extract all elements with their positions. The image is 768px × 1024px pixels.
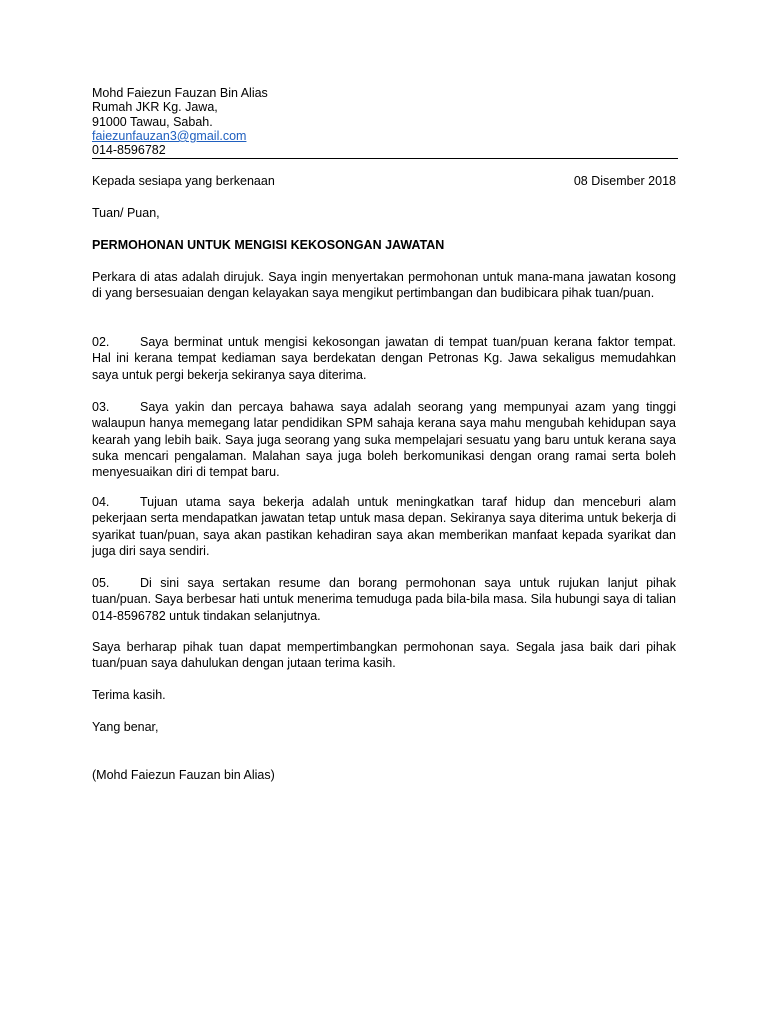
signature-name: (Mohd Faiezun Fauzan bin Alias)	[92, 768, 275, 782]
paragraph-number: 02.	[92, 335, 110, 349]
letter-page	[92, 0, 676, 1024]
paragraph-04	[92, 494, 676, 559]
sender-address-line-1: Rumah JKR Kg. Jawa,	[92, 100, 218, 115]
closing-paragraph: Saya berharap pihak tuan dapat mempertimbangkan permohonan saya. Segala jasa baik dari pihak tuan/puan saya dahulukan dengan jutaan terima kasih.	[92, 640, 676, 671]
paragraph-02	[92, 334, 676, 383]
letter-subject: PERMOHONAN UNTUK MENGISI KEKOSONGAN JAWATAN	[92, 238, 445, 252]
paragraph-number: 05.	[92, 576, 110, 590]
paragraph-number: 03.	[92, 400, 110, 414]
paragraph-text: Di sini saya sertakan resume dan borang permohonan saya untuk rujukan lanjut pihak tuan/puan. Saya berbesar hati untuk menerima temuduga pada bila-bila masa. Sila hubungi saya di talian 014-8596782 untuk tindakan selanjutnya.	[92, 576, 676, 623]
sender-name: Mohd Faiezun Fauzan Bin Alias	[92, 86, 268, 100]
salutation: Tuan/ Puan,	[92, 206, 160, 220]
sender-phone: 014-8596782	[92, 143, 166, 158]
paragraph-text: Tujuan utama saya bekerja adalah untuk meningkatkan taraf hidup dan menceburi alam pekerjaan serta mendapatkan jawatan tetap untuk masa depan. Sekiranya saya diterima untuk bekerja di syarikat tuan/puan, saya akan pastikan kehadiran saya akan memberikan manfaat kepada syarikat dan juga diri saya sendiri.	[92, 495, 676, 558]
paragraph-number: 04.	[92, 495, 110, 509]
thanks-line: Terima kasih.	[92, 688, 166, 702]
intro-paragraph: Perkara di atas adalah dirujuk. Saya ingin menyertakan permohonan untuk mana-mana jawatan kosong di yang bersesuaian dengan kelayakan saya mengikut pertimbangan dan budibicara pihak tuan/puan.	[92, 270, 676, 301]
recipient-date-row	[92, 173, 692, 189]
paragraph-text: Saya berminat untuk mengisi kekosongan jawatan di tempat tuan/puan kerana faktor tempat. Hal ini kerana tempat kediaman saya berdekatan dengan Petronas Kg. Jawa sekaligus memudahkan saya untuk pergi bekerja sekiranya saya diterima.	[92, 335, 676, 382]
sender-email-link[interactable]: faiezunfauzan3@gmail.com	[92, 128, 247, 143]
sign-off: Yang benar,	[92, 720, 159, 734]
sender-block	[92, 86, 268, 157]
recipient: Kepada sesiapa yang berkenaan	[92, 174, 275, 188]
paragraph-text: Saya yakin dan percaya bahawa saya adalah seorang yang mempunyai azam yang tinggi walaupun hanya memegang latar pendidikan SPM sahaja kerana saya mahu mengubah kehidupan saya kearah yang lebih baik. Saya juga seorang yang suka mempelajari sesuatu yang baru untuk kerana saya suka mencari pengalaman. Malahan saya juga boleh berkomunikasi dengan orang ramai serta boleh menyesuaikan diri di tempat baru.	[92, 400, 676, 480]
letter-date: 08 Disember 2018	[573, 174, 676, 188]
header-divider	[92, 158, 678, 159]
paragraph-05	[92, 575, 676, 624]
paragraph-03	[92, 399, 676, 480]
sender-address-line-2: 91000 Tawau, Sabah.	[92, 114, 213, 129]
